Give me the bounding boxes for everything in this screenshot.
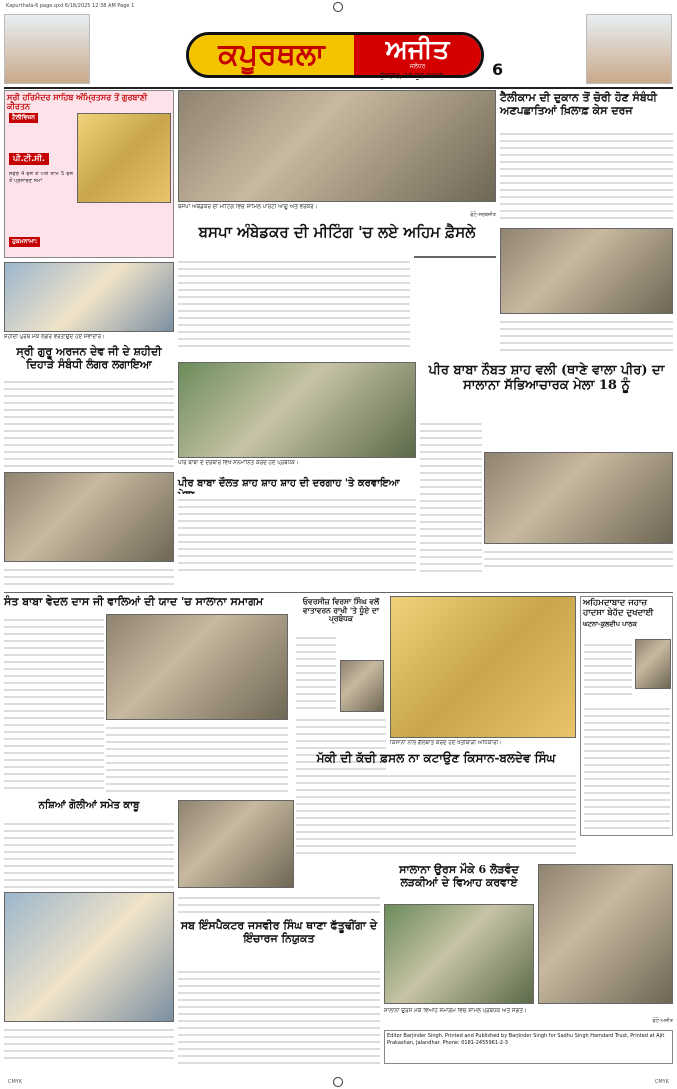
langar-photo: [4, 262, 174, 332]
a9-box: [580, 596, 673, 836]
a9-sub: ਘਟਨਾ-ਕੁਲਦੀਪ ਪਾਠਕ: [583, 619, 637, 628]
masthead-rule: [4, 87, 673, 89]
a6-headline: ਸੰਤ ਬਾਬਾ ਵੇਦਲ ਦਾਸ ਜੀ ਵਾਲਿਆਂ ਦੀ ਯਾਦ 'ਚ ਸਾਲਾਨਾ ਸਮਾਗਮ: [4, 595, 264, 608]
a9-portrait: [635, 639, 671, 689]
a9-body-2: [584, 703, 670, 833]
a5-caption: ਪੀਰ ਬਾਬਾ ਦੇ ਦਰਬਾਰ ਵਿਖੇ ਸਨਮਾਨਿਤ ਕਰਦੇ ਹੋਏ ਪ੍ਰਬੰਧਕ।: [178, 460, 299, 466]
a9-body-1: [584, 639, 632, 699]
a1-caption: ਬਸਪਾ ਅੰਬੇਡਕਰ ਦੀ ਮੀਟਿੰਗ ਵਿਚ ਸ਼ਾਮਿਲ ਪਾਰਟੀ ਆਗੂ ਅਤੇ ਵਰਕਰ।: [178, 204, 318, 210]
a10-photo: [178, 800, 294, 888]
ad-note: ਹੁਕਮਨਾਮਾ:: [9, 237, 40, 247]
a11-headline: ਸਬ ਇੰਸਪੈਕਟਰ ਜਸਵੀਰ ਸਿੰਘ ਥਾਣਾ ਫੱਤੂਢੀਂਗਾ ਦੇ ਇੰਚਾਰਜ ਨਿਯੁਕਤ: [180, 919, 378, 945]
ad-channel-2: ਪੀ.ਟੀ.ਸੀ.: [9, 153, 49, 165]
registration-mark: [333, 2, 343, 12]
a1-body: [178, 256, 410, 348]
a7-body: [296, 632, 336, 712]
a8-body: [296, 770, 576, 858]
a8-caption: ਕਿਸਾਨਾਂ ਨਾਲ ਗੱਲਬਾਤ ਕਰਦੇ ਹੋਏ ਖੇਤੀਬਾੜੀ ਅਧਿਕਾਰੀ।: [390, 740, 502, 746]
a3-caption: ਸ਼ਹੀਦੀ ਪੁਰਬ ਮੌਕੇ ਲੰਗਰ ਵਰਤਾਉਂਦੇ ਹੋਏ ਸੇਵਾਦਾਰ।: [4, 334, 105, 340]
a4-body-1: [420, 418, 482, 572]
a3-headline: ਸ੍ਰੀ ਗੁਰੂ ਅਰਜਨ ਦੇਵ ਜੀ ਦੇ ਸ਼ਹੀਦੀ ਦਿਹਾੜੇ ਸੰਬੰਧੀ ਲੰਗਰ ਲਗਾਇਆ: [16, 345, 162, 371]
imprint-text: Editor Barjinder Singh, Printed and Published by Barjinder Singh for Sadhu Singh Hamdard Trust, Printed at Ajit Prakashan, Jalandhar. Phone: 0181-2455961-2-3: [387, 1033, 665, 1046]
masthead-sub: ਜਲੰਧਰ: [409, 63, 426, 70]
a8-headline: ਮੱਕੀ ਦੀ ਕੱਚੀ ਫ਼ਸਲ ਨਾ ਕਟਾਉਣ ਕਿਸਾਨ-ਬਲਦੇਵ ਸਿੰਘ: [316, 751, 556, 765]
a12-credit: ਫੋਟੋ-ਅਜੀਤ: [652, 1018, 673, 1024]
a2-headline: ਟੈਲੀਕਾਮ ਦੀ ਦੁਕਾਨ ਤੋਂ ਚੋਰੀ ਹੋਣ ਸੰਬੰਧੀ ਅਣਪਛਾਤਿਆਂ ਖ਼ਿਲਾਫ਼ ਕੇਸ ਦਰਜ: [500, 91, 657, 117]
a6-caption-lines: [106, 722, 288, 794]
masthead-city: ਕਪੂਰਥਲਾ: [189, 35, 354, 75]
page-number: 6: [492, 60, 504, 79]
a10-headline: ਨਸ਼ਿਆਂ ਗੋਲੀਆਂ ਸਮੇਤ ਕਾਬੂ: [38, 800, 140, 811]
ad-channel-1: ਟੈਲੀਵਿਜ਼ਨ: [9, 113, 38, 123]
section-rule-1: [4, 592, 673, 593]
masthead-date: ਬੁੱਧਵਾਰ, 18 ਜੂਨ 2025: [380, 72, 445, 80]
production-info: Kapurthala-6 page.qxd 6/18/2025 12:38 AM Page 1: [6, 3, 135, 9]
maize-photo: [390, 596, 576, 738]
a3-body: [4, 376, 174, 468]
urs-photo-left: [384, 904, 534, 1004]
golden-temple-photo: [77, 113, 171, 203]
police-photo: [4, 472, 174, 562]
samagam-photo: [106, 614, 288, 720]
a7-portrait: [340, 660, 384, 712]
police-caption-lines: [4, 564, 174, 588]
footer-right: CMYK: [654, 1079, 669, 1085]
pir-baba-photo: [178, 362, 416, 458]
a1-credit: ਫੋਟੋ-ਸਰਬਜੀਤ: [470, 212, 496, 218]
masthead-photo-right: [586, 14, 672, 84]
a6-body: [4, 614, 104, 794]
ad-title: ਸ੍ਰੀ ਹਰਿਮੰਦਰ ਸਾਹਿਬ ਅੰਮ੍ਰਿਤਸਰ ਤੋਂ ਗੁਰਬਾਣੀ ਕੀਰਤਨ: [7, 92, 148, 112]
a12-caption: ਸਾਲਾਨਾ ਉਰਸ ਮੌਕੇ ਵਿਆਹ ਸਮਾਗਮ ਵਿਚ ਸ਼ਾਮਲ ਪ੍ਰਬੰਧਕ ਅਤੇ ਸੰਗਤ।: [384, 1008, 527, 1014]
a5-headline: ਪੀਰ ਬਾਬਾ ਦੌਲਤ ਸ਼ਾਹ ਸ਼ਾਹ ਸ਼ਾਹ ਦੀ ਦਰਗਾਹ 'ਤੇ ਕਰਵਾਇਆ: [178, 478, 400, 489]
a4-headline: ਪੀਰ ਬਾਬਾ ਨੌਬਤ ਸ਼ਾਹ ਵਲੀ (ਥਾਣੇ ਵਾਲਾ ਪੀਰ) ਦਾ ਸਾਲਾਨਾ ਸੱਭਿਆਚਾਰਕ ਮੇਲਾ 18 ਨੂੰ: [428, 363, 665, 393]
footer-left: CMYK: [8, 1079, 23, 1085]
a4-body-2: [484, 546, 673, 572]
kirtan-ad: [4, 90, 174, 258]
a11-body: [178, 966, 380, 1064]
a10-body: [4, 818, 174, 888]
ad-body: [9, 171, 73, 231]
registration-mark-bottom: [333, 1077, 343, 1087]
a7-headline: ਓਵਰਸੀਜ਼ ਵਿਰਸਾ ਸਿੰਘ ਵਲੋਂ ਵਾਤਾਵਰਨ ਰਾਖੀ 'ਤੇ ਧੂੰਏ ਦਾ ਪ੍ਰਬੰਧਕ: [302, 597, 380, 624]
a2-caption-lines: [500, 316, 673, 356]
urs-photo-right: [538, 864, 673, 1004]
a1-headline: ਬਸਪਾ ਅੰਬੇਡਕਰ ਦੀ ਮੀਟਿੰਗ 'ਚ ਲਏ ਅਹਿਮ ਫ਼ੈਸਲੇ: [198, 223, 476, 241]
a2-body: [500, 128, 673, 224]
school-caption-lines: [4, 1024, 174, 1064]
a12-headline: ਸਾਲਾਨਾ ਉਰਸ ਮੌਕੇ 6 ਲੋੜਵੰਦ ਲੜਕੀਆਂ ਦੇ ਵਿਆਹ ਕਰਵਾਏ: [399, 863, 519, 889]
masthead-photo-left: [4, 14, 90, 84]
mela-photo: [484, 452, 673, 544]
school-photo: [4, 892, 174, 1022]
a1-spacer: [414, 256, 496, 258]
a9-headline: ਅਹਿਮਦਾਬਾਦ ਜਹਾਜ਼ ਹਾਦਸਾ ਬੇਹੱਦ ਦੁਖਦਾਈ: [583, 598, 654, 618]
ad-text: ਸਵੇਰੇ 4 ਵਜੇ ਤੋਂ ਅਤੇ ਸ਼ਾਮ 5 ਵਜੇ ਤੋਂ ਪ੍ਰਸਾਰਣ ਸਮਾਂ: [9, 171, 73, 184]
imprint-box: [384, 1030, 673, 1064]
masthead-paper-name: ਅਜੀਤ: [354, 35, 481, 75]
a2-photo: [500, 228, 673, 314]
a11-intro: [178, 892, 380, 916]
bsp-meeting-photo: [178, 90, 496, 202]
a5-body: [178, 494, 416, 572]
masthead: [0, 14, 677, 86]
